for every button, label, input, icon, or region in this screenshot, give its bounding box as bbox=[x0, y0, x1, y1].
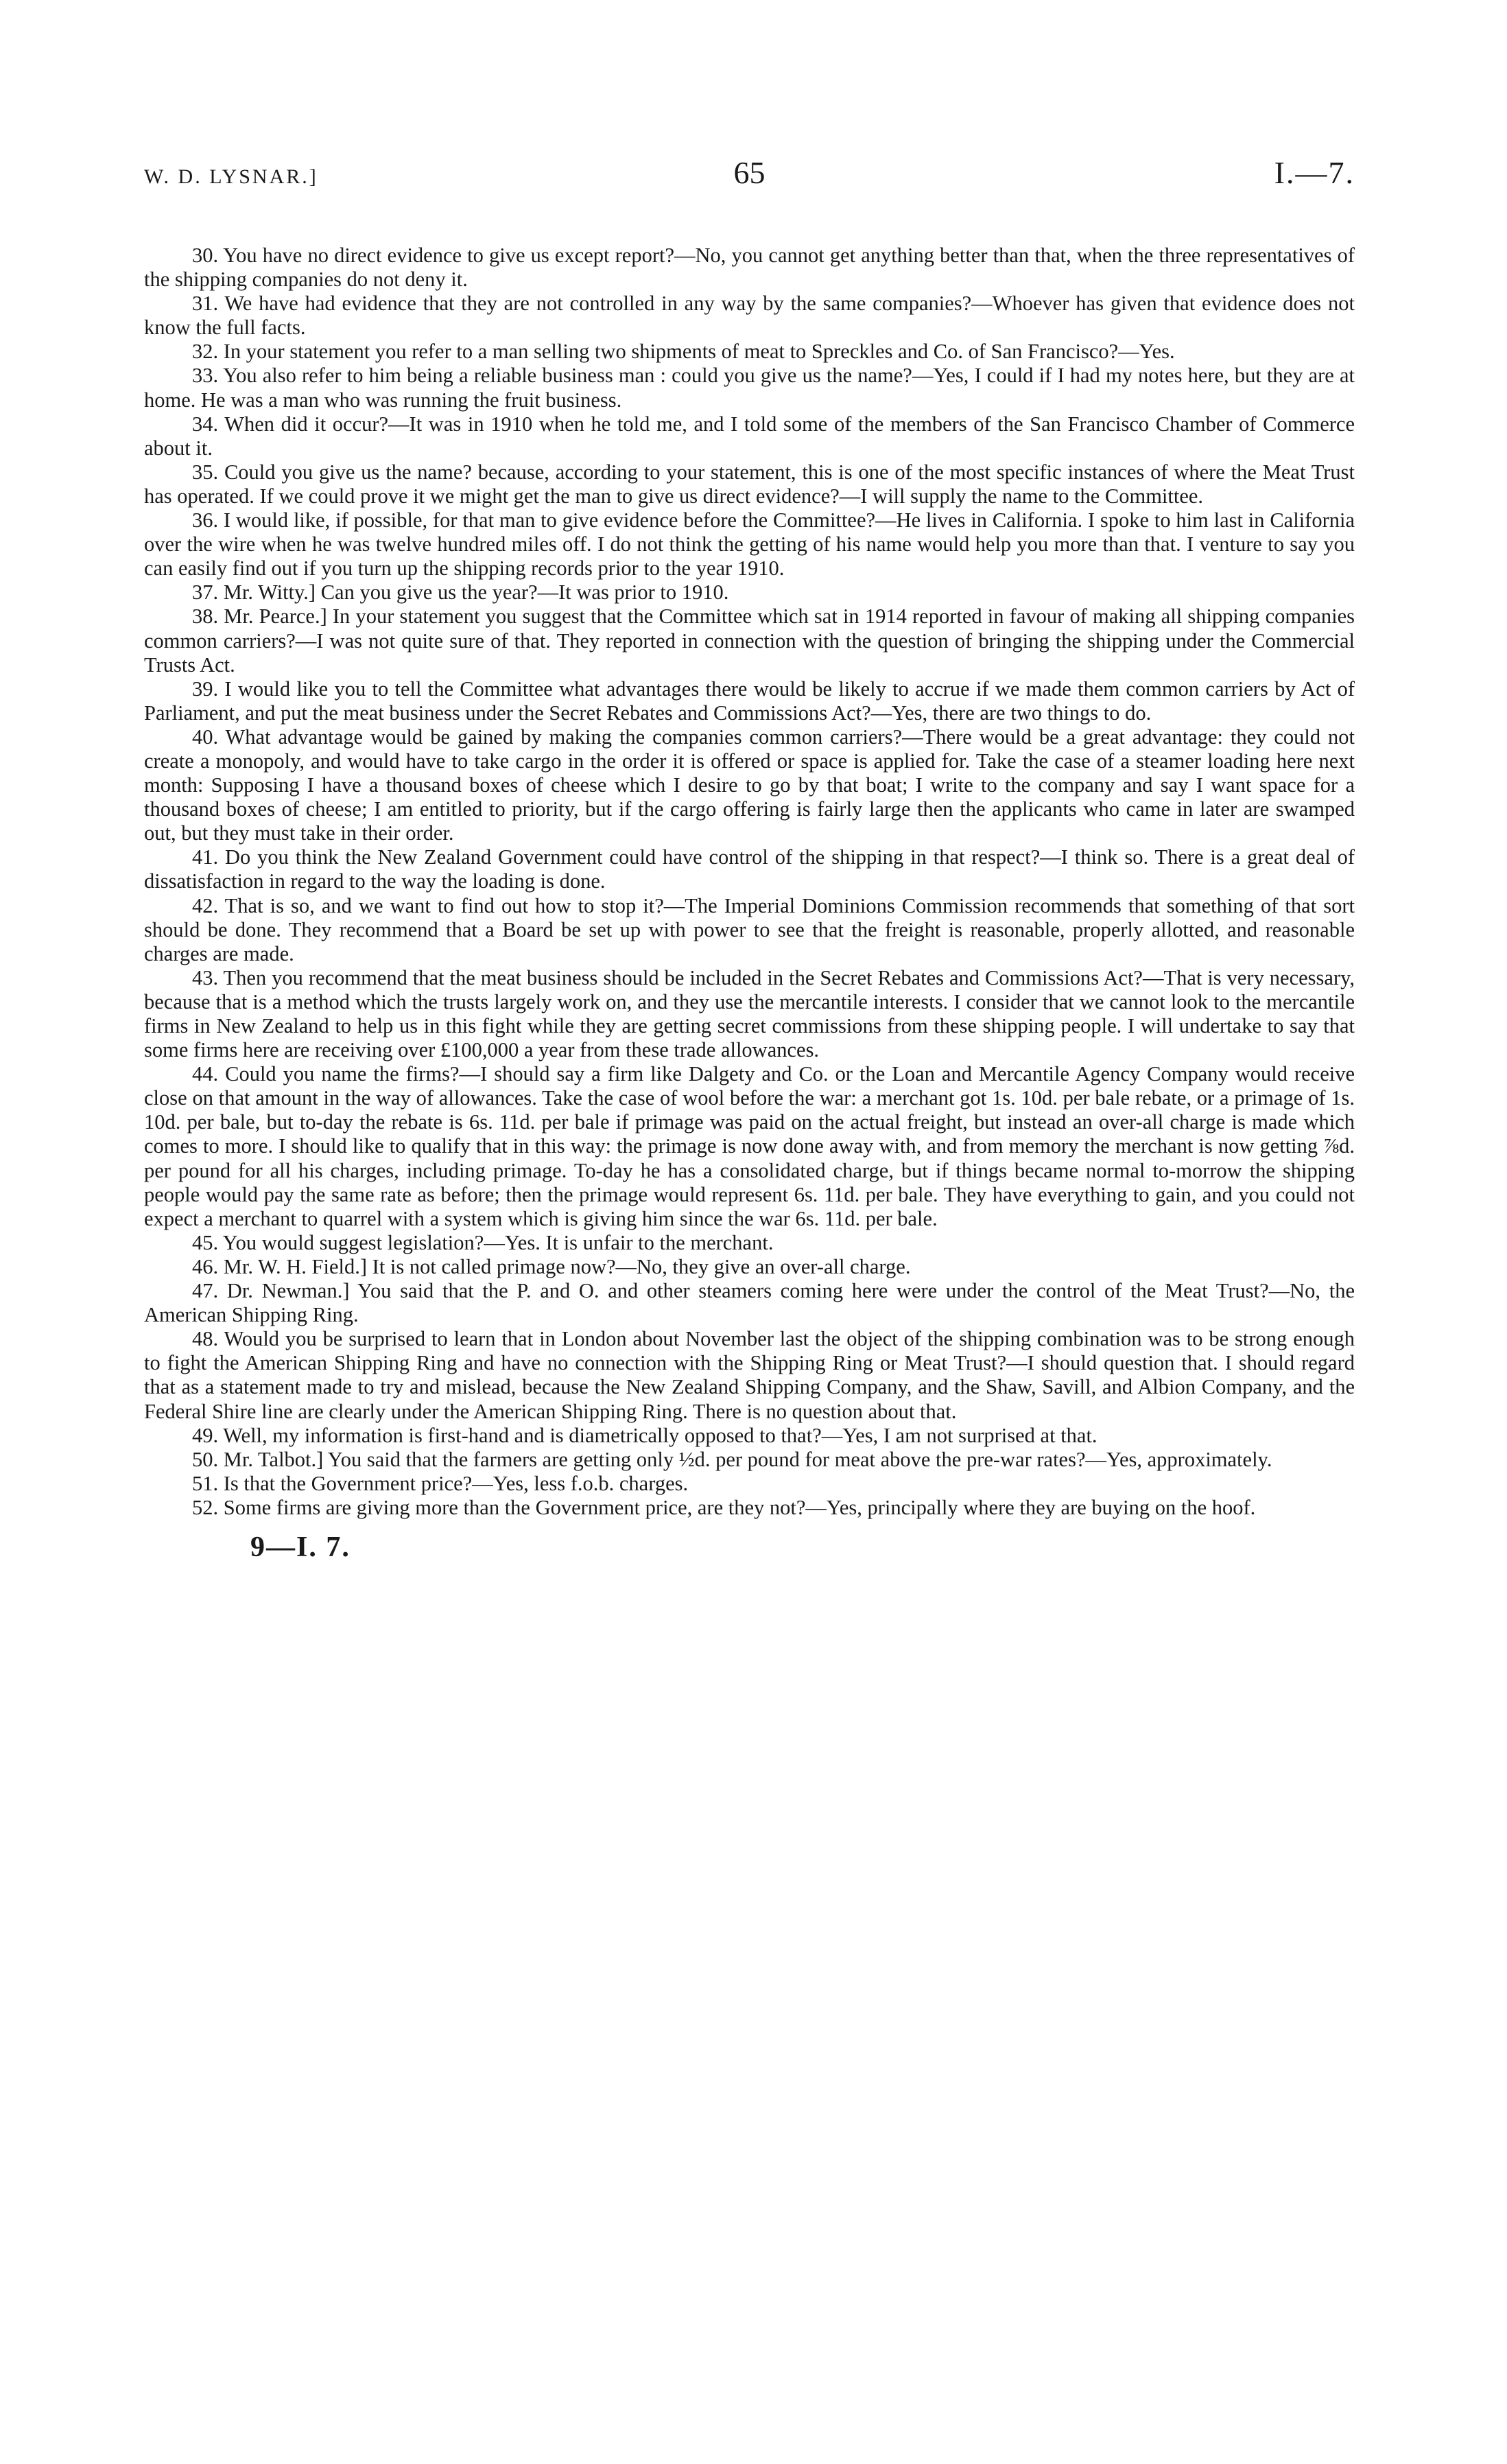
paragraph: 35. Could you give us the name? because, according to your statement, this is one of the most specific instances of where the Meat Trust has operated. If we could prove it we might get the man to give us direct evidence?—I will supply the name to the Committee. bbox=[144, 460, 1355, 508]
paragraph: 50. Mr. Talbot.] You said that the farmers are getting only ½d. per pound for meat above the pre-war rates?—Yes, approximately. bbox=[192, 1447, 1272, 1471]
paragraph: 38. Mr. Pearce.] In your statement you suggest that the Committee which sat in 1914 reported in favour of making all shipping companies common carriers?—I was not quite sure of that. They reported in connection with the question of bringing the shipping under the Commercial Trusts Act. bbox=[144, 605, 1355, 677]
header-witness-name: W. D. LYSNAR.] bbox=[144, 165, 318, 188]
paragraph: 33. You also refer to him being a reliable business man : could you give us the name?—Yes, I could if I had my notes here, but they are at home. He was a man who was running the fruit business. bbox=[144, 364, 1355, 412]
page-number: 65 bbox=[733, 155, 766, 190]
paragraph: 41. Do you think the New Zealand Government could have control of the shipping in that respect?—I think so. There is a great deal of dissatisfaction in regard to the way the loading is done. bbox=[144, 845, 1355, 893]
paper-reference: I.—7. bbox=[1274, 155, 1355, 190]
paragraph: 49. Well, my information is first-hand and is diametrically opposed to that?—Yes, I am not surprised at that. bbox=[192, 1423, 1097, 1447]
paragraph: 32. In your statement you refer to a man selling two shipments of meat to Spreckles and Co. of San Francisco?—Yes. bbox=[192, 340, 1175, 364]
paragraph: 31. We have had evidence that they are not controlled in any way by the same companies?—Whoever has given that evidence does not know the full facts. bbox=[144, 292, 1355, 340]
paragraph: 46. Mr. W. H. Field.] It is not called primage now?—No, they give an over-all charge. bbox=[192, 1254, 911, 1278]
signature-mark: 9—I. 7. bbox=[250, 1531, 351, 1563]
paragraph: 45. You would suggest legislation?—Yes. It is unfair to the merchant. bbox=[192, 1230, 774, 1254]
paragraph: 48. Would you be surprised to learn that in London about November last the object of the shipping combination was to be strong enough to fight the American Shipping Ring and have no connection with the Shipping Ring or Meat Trust?—I should question that. I should regard that as a statement made to try and mislead, because the New Zealand Shipping Company, and the Shaw, Savill, and Albion Company, and the Federal Shire line are clearly under the American Shipping Ring. There is no question about that. bbox=[144, 1327, 1355, 1423]
paragraph: 47. Dr. Newman.] You said that the P. and O. and other steamers coming here were under the control of the Meat Trust?—No, the American Shipping Ring. bbox=[144, 1279, 1355, 1327]
paragraph: 37. Mr. Witty.] Can you give us the year?—It was prior to 1910. bbox=[192, 580, 729, 605]
paragraph: 44. Could you name the firms?—I should say a firm like Dalgety and Co. or the Loan and Mercantile Agency Company would receive close on that amount in the way of allowances. Take the case of wool before the war: a merchant got 1s. 10d. per bale rebate, or a primage of 1s. 10d. per bale, but to-day the rebate is 6s. 11d. per bale if primage was paid on the actual freight, but instead an over-all charge is made which comes to more. I should like to qualify that in this way: the primage is now done away with, and from memory the merchant is now getting ⅞d. per pound for all his charges, including primage. To-day he has a consolidated charge, but if things became normal to-morrow the shipping people would pay the same rate as before; then the primage would represent 6s. 11d. per bale. They have everything to gain, and you could not expect a merchant to quarrel with a system which is giving him since the war 6s. 11d. per bale. bbox=[144, 1062, 1355, 1230]
paragraph: 43. Then you recommend that the meat business should be included in the Secret Rebates and Commissions Act?—That is very necessary, because that is a method which the trusts largely work on, and they use the mercantile interests. I consider that we cannot look to the mercantile firms in New Zealand to help us in this fight while they are getting secret commissions from these shipping people. I will undertake to say that some firms here are receiving over £100,000 a year from these trade allowances. bbox=[144, 965, 1355, 1062]
paragraph: 36. I would like, if possible, for that man to give evidence before the Committee?—He lives in California. I spoke to him last in California over the wire when he was twelve hundred miles off. I do not think the getting of his name would help you more than that. I venture to say you can easily find out if you turn up the shipping records prior to the year 1910. bbox=[144, 508, 1355, 580]
paragraph: 39. I would like you to tell the Committee what advantages there would be likely to accrue if we made them common carriers by Act of Parliament, and put the meat business under the Secret Rebates and Commissions Act?—Yes, there are two things to do. bbox=[144, 677, 1355, 725]
paragraph: 51. Is that the Government price?—Yes, less f.o.b. charges. bbox=[192, 1471, 689, 1495]
paragraph: 40. What advantage would be gained by making the companies common carriers?—There would be a great advantage: they could not create a monopoly, and would have to take cargo in the order it is offered or space is applied for. Take the case of a steamer loading here next month: Supposing I have a thousand boxes of cheese which I desire to go by that boat; I write to the company and say I want space for a thousand boxes of cheese; I am entitled to priority, but if the cargo offering is fairly large then the applicants who came in later are swamped out, but they must take in their order. bbox=[144, 725, 1355, 845]
document-page bbox=[144, 154, 1355, 1564]
paragraph: 52. Some firms are giving more than the Government price, are they not?—Yes, principally where they are buying on the hoof. bbox=[192, 1495, 1256, 1519]
paragraph: 34. When did it occur?—It was in 1910 when he told me, and I told some of the members of the San Francisco Chamber of Commerce about it. bbox=[144, 412, 1355, 460]
page-header bbox=[144, 154, 1355, 202]
testimony-body bbox=[144, 244, 1355, 1520]
paragraph: 30. You have no direct evidence to give us except report?—No, you cannot get anything better than that, when the three representatives of the shipping companies do not deny it. bbox=[144, 244, 1355, 292]
paragraph: 42. That is so, and we want to find out how to stop it?—The Imperial Dominions Commission recommends that something of that sort should be done. They recommend that a Board be set up with power to see that the freight is reasonable, properly allotted, and reasonable charges are made. bbox=[144, 893, 1355, 965]
